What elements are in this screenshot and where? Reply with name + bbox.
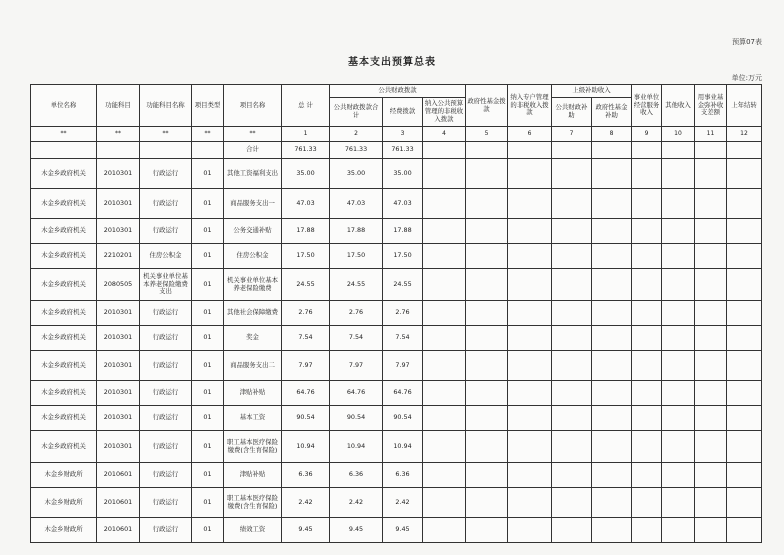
empty-cell bbox=[727, 244, 762, 269]
empty-cell bbox=[727, 301, 762, 326]
empty-cell bbox=[632, 301, 662, 326]
fund-cell: 9.45 bbox=[383, 518, 423, 543]
col-item-name: 项目名称 bbox=[224, 85, 282, 127]
col-upper-gov-fund: 政府性基金补助 bbox=[592, 98, 632, 127]
fund-cell: 6.36 bbox=[383, 463, 423, 488]
public-total-cell: 64.76 bbox=[330, 381, 383, 406]
item-type-cell: 01 bbox=[192, 189, 224, 219]
empty-cell bbox=[727, 431, 762, 463]
empty-cell bbox=[592, 381, 632, 406]
table-row bbox=[31, 219, 762, 244]
empty-cell bbox=[632, 518, 662, 543]
empty-cell bbox=[508, 463, 552, 488]
unit-name-cell: 木金乡政府机关 bbox=[31, 189, 97, 219]
index-cell: ** bbox=[192, 127, 224, 142]
fund-cell: 17.88 bbox=[383, 219, 423, 244]
empty-cell bbox=[727, 189, 762, 219]
index-cell: 4 bbox=[423, 127, 466, 142]
public-total-cell: 47.03 bbox=[330, 189, 383, 219]
index-cell: 1 bbox=[282, 127, 330, 142]
empty-cell bbox=[662, 381, 695, 406]
subject-code-cell: 2010301 bbox=[97, 431, 140, 463]
empty-cell bbox=[423, 381, 466, 406]
fund-cell: 2.42 bbox=[383, 488, 423, 518]
empty-cell bbox=[662, 301, 695, 326]
public-total-cell: 17.50 bbox=[330, 244, 383, 269]
empty-cell bbox=[592, 326, 632, 351]
subject-name-cell: 行政运行 bbox=[140, 326, 192, 351]
total-cell: 17.50 bbox=[282, 244, 330, 269]
col-other-income: 其他收入 bbox=[662, 85, 695, 127]
index-cell: 10 bbox=[662, 127, 695, 142]
empty-cell bbox=[466, 381, 508, 406]
total-row bbox=[31, 142, 762, 159]
empty-cell bbox=[662, 351, 695, 381]
empty-cell bbox=[552, 326, 592, 351]
empty-cell bbox=[466, 351, 508, 381]
col-upper-public-fiscal: 公共财政补助 bbox=[552, 98, 592, 127]
empty-cell bbox=[466, 431, 508, 463]
subject-name-cell: 行政运行 bbox=[140, 189, 192, 219]
unit-name-cell: 木金乡政府机关 bbox=[31, 159, 97, 189]
empty-cell bbox=[508, 406, 552, 431]
empty-cell bbox=[592, 406, 632, 431]
empty-cell bbox=[632, 463, 662, 488]
fund-cell: 24.55 bbox=[383, 269, 423, 301]
empty-cell bbox=[423, 406, 466, 431]
index-cell: ** bbox=[31, 127, 97, 142]
total-public-cell: 761.33 bbox=[330, 142, 383, 159]
empty-cell bbox=[592, 518, 632, 543]
public-total-cell: 9.45 bbox=[330, 518, 383, 543]
empty-cell bbox=[727, 269, 762, 301]
empty-cell bbox=[632, 351, 662, 381]
fund-cell: 35.00 bbox=[383, 159, 423, 189]
item-name-cell: 其他工资福利支出 bbox=[224, 159, 282, 189]
subject-name-cell: 行政运行 bbox=[140, 381, 192, 406]
total-cell: 90.54 bbox=[282, 406, 330, 431]
empty-cell bbox=[508, 488, 552, 518]
col-fund-alloc: 经费拨款 bbox=[383, 98, 423, 127]
col-total: 总 计 bbox=[282, 85, 330, 127]
subject-name-cell: 行政运行 bbox=[140, 488, 192, 518]
public-total-cell: 35.00 bbox=[330, 159, 383, 189]
subject-code-cell: 2210201 bbox=[97, 244, 140, 269]
subject-code-cell: 2010601 bbox=[97, 518, 140, 543]
subject-name-cell: 行政运行 bbox=[140, 351, 192, 381]
table-row bbox=[31, 159, 762, 189]
item-name-cell: 机关事业单位基本养老保险缴费 bbox=[224, 269, 282, 301]
empty-cell bbox=[552, 488, 592, 518]
unit-name-cell: 木金乡政府机关 bbox=[31, 431, 97, 463]
public-total-cell: 2.76 bbox=[330, 301, 383, 326]
empty-cell bbox=[592, 301, 632, 326]
empty-cell bbox=[466, 269, 508, 301]
empty-cell bbox=[632, 406, 662, 431]
subject-code-cell: 2080505 bbox=[97, 269, 140, 301]
item-name-cell: 其他社会保障缴费 bbox=[224, 301, 282, 326]
empty-cell bbox=[632, 244, 662, 269]
empty-cell bbox=[423, 159, 466, 189]
unit-label: 单位:万元 bbox=[731, 74, 762, 82]
empty-cell bbox=[662, 159, 695, 189]
empty-cell bbox=[695, 518, 727, 543]
item-name-cell: 职工基本医疗保险缴费(含生育保险) bbox=[224, 488, 282, 518]
empty-cell bbox=[423, 518, 466, 543]
empty-cell bbox=[727, 351, 762, 381]
empty-cell bbox=[508, 351, 552, 381]
empty-cell bbox=[552, 431, 592, 463]
unit-name-cell: 木金乡政府机关 bbox=[31, 219, 97, 244]
col-business-income: 事业单位经营服务收入 bbox=[632, 85, 662, 127]
empty-cell bbox=[466, 244, 508, 269]
item-type-cell: 01 bbox=[192, 463, 224, 488]
empty-cell bbox=[727, 326, 762, 351]
empty-cell bbox=[662, 269, 695, 301]
empty-cell bbox=[466, 326, 508, 351]
empty-cell bbox=[727, 488, 762, 518]
empty-cell bbox=[423, 219, 466, 244]
item-name-cell: 商品服务支出二 bbox=[224, 351, 282, 381]
empty-cell bbox=[592, 488, 632, 518]
fund-cell: 2.76 bbox=[383, 301, 423, 326]
item-name-cell: 公务交通补贴 bbox=[224, 219, 282, 244]
public-total-cell: 6.36 bbox=[330, 463, 383, 488]
subject-code-cell: 2010301 bbox=[97, 219, 140, 244]
item-type-cell: 01 bbox=[192, 431, 224, 463]
empty-cell bbox=[662, 463, 695, 488]
subject-code-cell: 2010301 bbox=[97, 189, 140, 219]
empty-cell bbox=[552, 189, 592, 219]
index-cell: 11 bbox=[695, 127, 727, 142]
empty-cell bbox=[552, 269, 592, 301]
item-type-cell: 01 bbox=[192, 219, 224, 244]
item-type-cell: 01 bbox=[192, 488, 224, 518]
budget-table bbox=[30, 84, 762, 543]
index-cell: 5 bbox=[466, 127, 508, 142]
item-name-cell: 绩效工资 bbox=[224, 518, 282, 543]
unit-name-cell: 木金乡财政所 bbox=[31, 463, 97, 488]
empty-cell bbox=[592, 351, 632, 381]
table-row bbox=[31, 488, 762, 518]
empty-cell bbox=[466, 159, 508, 189]
col-item-type: 项目类型 bbox=[192, 85, 224, 127]
subject-code-cell: 2010301 bbox=[97, 301, 140, 326]
page-title: 基本支出预算总表 bbox=[348, 57, 436, 68]
subject-code-cell: 2010301 bbox=[97, 159, 140, 189]
fund-cell: 7.54 bbox=[383, 326, 423, 351]
public-total-cell: 24.55 bbox=[330, 269, 383, 301]
fund-cell: 90.54 bbox=[383, 406, 423, 431]
empty-cell bbox=[552, 518, 592, 543]
subject-code-cell: 2010301 bbox=[97, 326, 140, 351]
col-special-nontax: 纳入专户管理的非税收入拨款 bbox=[508, 85, 552, 127]
total-fund-cell: 761.33 bbox=[383, 142, 423, 159]
col-unit-name: 单位名称 bbox=[31, 85, 97, 127]
empty-cell bbox=[695, 269, 727, 301]
subject-code-cell: 2010301 bbox=[97, 381, 140, 406]
total-cell: 17.88 bbox=[282, 219, 330, 244]
empty-cell bbox=[592, 189, 632, 219]
index-row bbox=[31, 127, 762, 142]
col-business-fund: 用事业基金弥补收支差额 bbox=[695, 85, 727, 127]
col-func-subject: 功能科目 bbox=[97, 85, 140, 127]
empty-cell bbox=[695, 406, 727, 431]
empty-cell bbox=[552, 351, 592, 381]
subject-code-cell: 2010601 bbox=[97, 463, 140, 488]
empty-cell bbox=[662, 518, 695, 543]
total-cell: 10.94 bbox=[282, 431, 330, 463]
index-cell: ** bbox=[224, 127, 282, 142]
subject-name-cell: 行政运行 bbox=[140, 431, 192, 463]
empty-cell bbox=[695, 463, 727, 488]
empty-cell bbox=[466, 219, 508, 244]
fund-cell: 17.50 bbox=[383, 244, 423, 269]
empty-cell bbox=[632, 431, 662, 463]
empty-cell bbox=[632, 381, 662, 406]
empty-cell bbox=[632, 326, 662, 351]
empty-cell bbox=[632, 189, 662, 219]
total-cell: 35.00 bbox=[282, 159, 330, 189]
empty-cell bbox=[727, 381, 762, 406]
empty-cell bbox=[423, 463, 466, 488]
empty-cell bbox=[508, 326, 552, 351]
table-row bbox=[31, 351, 762, 381]
empty-cell bbox=[727, 159, 762, 189]
empty-cell bbox=[632, 488, 662, 518]
unit-name-cell: 木金乡财政所 bbox=[31, 518, 97, 543]
table-row bbox=[31, 406, 762, 431]
subject-name-cell: 机关事业单位基本养老保险缴费支出 bbox=[140, 269, 192, 301]
public-total-cell: 7.54 bbox=[330, 326, 383, 351]
empty-cell bbox=[662, 488, 695, 518]
table-row bbox=[31, 189, 762, 219]
item-name-cell: 奖金 bbox=[224, 326, 282, 351]
empty-cell bbox=[508, 381, 552, 406]
total-cell: 24.55 bbox=[282, 269, 330, 301]
item-name-cell: 商品服务支出一 bbox=[224, 189, 282, 219]
fund-cell: 7.97 bbox=[383, 351, 423, 381]
empty-cell bbox=[423, 326, 466, 351]
table-row bbox=[31, 301, 762, 326]
empty-cell bbox=[662, 326, 695, 351]
empty-cell bbox=[423, 301, 466, 326]
col-gov-fund: 政府性基金拨款 bbox=[466, 85, 508, 127]
unit-name-cell: 木金乡政府机关 bbox=[31, 406, 97, 431]
unit-name-cell: 木金乡政府机关 bbox=[31, 381, 97, 406]
empty-cell bbox=[466, 463, 508, 488]
fund-cell: 64.76 bbox=[383, 381, 423, 406]
unit-name-cell: 木金乡政府机关 bbox=[31, 326, 97, 351]
public-total-cell: 17.88 bbox=[330, 219, 383, 244]
empty-cell bbox=[727, 406, 762, 431]
empty-cell bbox=[632, 219, 662, 244]
item-name-cell: 基本工资 bbox=[224, 406, 282, 431]
total-cell: 6.36 bbox=[282, 463, 330, 488]
index-cell: 3 bbox=[383, 127, 423, 142]
item-name-cell: 住房公积金 bbox=[224, 244, 282, 269]
total-cell: 47.03 bbox=[282, 189, 330, 219]
col-func-subject-name: 功能科目名称 bbox=[140, 85, 192, 127]
subject-name-cell: 行政运行 bbox=[140, 301, 192, 326]
unit-name-cell: 木金乡政府机关 bbox=[31, 269, 97, 301]
empty-cell bbox=[423, 269, 466, 301]
index-cell: 2 bbox=[330, 127, 383, 142]
empty-cell bbox=[552, 463, 592, 488]
empty-cell bbox=[592, 159, 632, 189]
col-public-fiscal-total: 公共财政拨款合计 bbox=[330, 98, 383, 127]
subject-code-cell: 2010601 bbox=[97, 488, 140, 518]
table-row bbox=[31, 431, 762, 463]
col-group-public-fiscal: 公共财政拨款 bbox=[330, 85, 466, 98]
total-cell: 2.76 bbox=[282, 301, 330, 326]
empty-cell bbox=[592, 244, 632, 269]
table-row bbox=[31, 381, 762, 406]
item-name-cell: 职工基本医疗保险缴费(含生育保险) bbox=[224, 431, 282, 463]
subject-name-cell: 行政运行 bbox=[140, 463, 192, 488]
table-row bbox=[31, 269, 762, 301]
index-cell: 8 bbox=[592, 127, 632, 142]
index-cell: 7 bbox=[552, 127, 592, 142]
item-type-cell: 01 bbox=[192, 351, 224, 381]
col-carryover: 上年结转 bbox=[727, 85, 762, 127]
page-code: 预算07表 bbox=[732, 38, 762, 46]
empty-cell bbox=[695, 244, 727, 269]
subject-code-cell: 2010301 bbox=[97, 406, 140, 431]
unit-name-cell: 木金乡政府机关 bbox=[31, 244, 97, 269]
empty-cell bbox=[423, 488, 466, 518]
item-type-cell: 01 bbox=[192, 381, 224, 406]
index-cell: 6 bbox=[508, 127, 552, 142]
item-name-cell: 津贴补贴 bbox=[224, 463, 282, 488]
empty-cell bbox=[508, 301, 552, 326]
total-cell: 761.33 bbox=[282, 142, 330, 159]
col-group-upper-subsidy: 上级补助收入 bbox=[552, 85, 632, 98]
subject-name-cell: 住房公积金 bbox=[140, 244, 192, 269]
item-type-cell: 01 bbox=[192, 244, 224, 269]
unit-name-cell: 木金乡政府机关 bbox=[31, 301, 97, 326]
empty-cell bbox=[727, 518, 762, 543]
empty-cell bbox=[423, 244, 466, 269]
public-total-cell: 90.54 bbox=[330, 406, 383, 431]
empty-cell bbox=[662, 189, 695, 219]
empty-cell bbox=[592, 219, 632, 244]
empty-cell bbox=[662, 244, 695, 269]
empty-cell bbox=[466, 301, 508, 326]
col-public-budget-nontax: 纳入公共预算管理的非税收入拨款 bbox=[423, 98, 466, 127]
empty-cell bbox=[423, 351, 466, 381]
empty-cell bbox=[423, 189, 466, 219]
public-total-cell: 2.42 bbox=[330, 488, 383, 518]
public-total-cell: 7.97 bbox=[330, 351, 383, 381]
total-cell: 64.76 bbox=[282, 381, 330, 406]
empty-cell bbox=[552, 219, 592, 244]
empty-cell bbox=[662, 219, 695, 244]
empty-cell bbox=[727, 219, 762, 244]
empty-cell bbox=[508, 189, 552, 219]
empty-cell bbox=[632, 269, 662, 301]
empty-cell bbox=[632, 159, 662, 189]
fund-cell: 47.03 bbox=[383, 189, 423, 219]
empty-cell bbox=[423, 431, 466, 463]
empty-cell bbox=[552, 159, 592, 189]
public-total-cell: 10.94 bbox=[330, 431, 383, 463]
index-cell: 9 bbox=[632, 127, 662, 142]
empty-cell bbox=[508, 269, 552, 301]
empty-cell bbox=[695, 159, 727, 189]
empty-cell bbox=[508, 431, 552, 463]
empty-cell bbox=[552, 244, 592, 269]
empty-cell bbox=[466, 488, 508, 518]
empty-cell bbox=[727, 463, 762, 488]
empty-cell bbox=[552, 381, 592, 406]
total-cell: 2.42 bbox=[282, 488, 330, 518]
unit-name-cell: 木金乡政府机关 bbox=[31, 351, 97, 381]
empty-cell bbox=[695, 189, 727, 219]
index-cell: 12 bbox=[727, 127, 762, 142]
empty-cell bbox=[695, 488, 727, 518]
item-type-cell: 01 bbox=[192, 159, 224, 189]
empty-cell bbox=[466, 189, 508, 219]
empty-cell bbox=[662, 431, 695, 463]
empty-cell bbox=[695, 431, 727, 463]
item-type-cell: 01 bbox=[192, 301, 224, 326]
total-label: 合计 bbox=[224, 142, 282, 159]
item-type-cell: 01 bbox=[192, 269, 224, 301]
empty-cell bbox=[508, 518, 552, 543]
item-name-cell: 津贴补贴 bbox=[224, 381, 282, 406]
empty-cell bbox=[695, 351, 727, 381]
empty-cell bbox=[552, 406, 592, 431]
index-cell: ** bbox=[140, 127, 192, 142]
item-type-cell: 01 bbox=[192, 406, 224, 431]
empty-cell bbox=[508, 159, 552, 189]
total-cell: 9.45 bbox=[282, 518, 330, 543]
empty-cell bbox=[695, 301, 727, 326]
empty-cell bbox=[695, 326, 727, 351]
empty-cell bbox=[508, 244, 552, 269]
subject-code-cell: 2010301 bbox=[97, 351, 140, 381]
total-cell: 7.54 bbox=[282, 326, 330, 351]
item-type-cell: 01 bbox=[192, 518, 224, 543]
empty-cell bbox=[695, 219, 727, 244]
empty-cell bbox=[592, 463, 632, 488]
total-cell: 7.97 bbox=[282, 351, 330, 381]
empty-cell bbox=[552, 301, 592, 326]
subject-name-cell: 行政运行 bbox=[140, 518, 192, 543]
empty-cell bbox=[695, 381, 727, 406]
subject-name-cell: 行政运行 bbox=[140, 159, 192, 189]
empty-cell bbox=[466, 406, 508, 431]
table-row bbox=[31, 244, 762, 269]
empty-cell bbox=[466, 518, 508, 543]
table-row bbox=[31, 463, 762, 488]
empty-cell bbox=[592, 269, 632, 301]
index-cell: ** bbox=[97, 127, 140, 142]
subject-name-cell: 行政运行 bbox=[140, 219, 192, 244]
subject-name-cell: 行政运行 bbox=[140, 406, 192, 431]
empty-cell bbox=[508, 219, 552, 244]
unit-name-cell: 木金乡财政所 bbox=[31, 488, 97, 518]
empty-cell bbox=[662, 406, 695, 431]
fund-cell: 10.94 bbox=[383, 431, 423, 463]
item-type-cell: 01 bbox=[192, 326, 224, 351]
empty-cell bbox=[592, 431, 632, 463]
table-row bbox=[31, 326, 762, 351]
table-row bbox=[31, 518, 762, 543]
